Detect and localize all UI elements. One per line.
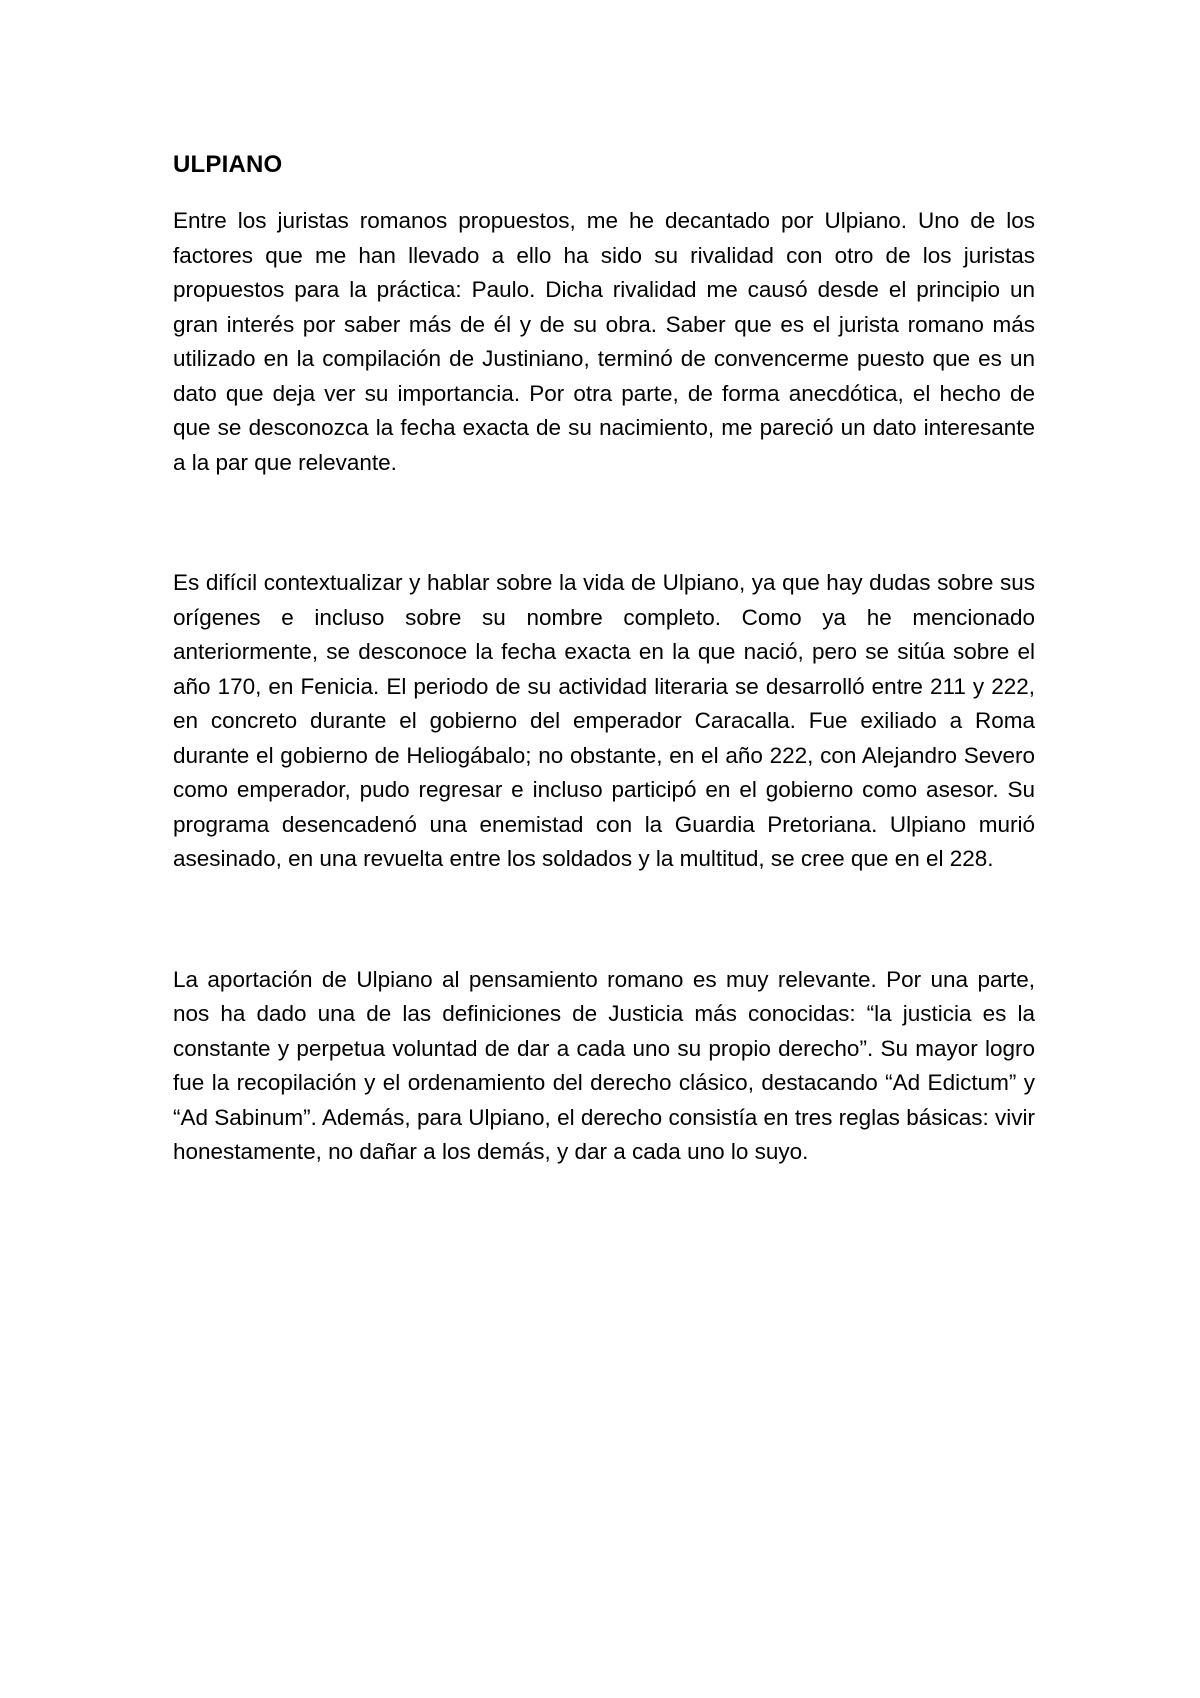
paragraph-3: La aportación de Ulpiano al pensamiento romano es muy relevante. Por una parte, nos ha dado una de las definiciones de Justicia más conocidas: “la justicia es la constante y perpetua voluntad de dar a cada uno su propio derecho”. Su mayor logro fue la recopilación y el ordenamiento del derecho clásico, destacando “Ad Edictum” y “Ad Sabinum”. Además, para Ulpiano, el derecho consistía en tres reglas básicas: vivir honestamente, no dañar a los demás, y dar a cada uno lo suyo.: [173, 966, 1035, 1164]
paragraph-2: Es difícil contextualizar y hablar sobre la vida de Ulpiano, ya que hay dudas sobre sus orígenes e incluso sobre su nombre completo. Como ya he mencionado anteriormente, se desconoce la fecha exacta en la que nació, pero se sitúa sobre el año 170, en Fenicia. El periodo de su actividad literaria se desarrolló entre 211 y 222, en concreto durante el gobierno del emperador Caracalla. Fue exiliado a Roma durante el gobierno de Heliogábalo; no obstante, en el año 222, con Alejandro Severo como emperador, pudo regresar e incluso participó en el gobierno como asesor. Su programa desencadenó una enemistad con la Guardia Pretoriana. Ulpiano murió asesinado, en una revuelta entre los soldados y la multitud, se cree que en el 228.: [173, 570, 1035, 871]
paragraph-1: Entre los juristas romanos propuestos, me he decantado por Ulpiano. Uno de los factores que me han llevado a ello ha sido su rivalidad con otro de los juristas propuestos para la práctica: Paulo. Dicha rivalidad me causó desde el principio un gran interés por saber más de él y de su obra. Saber que es el jurista romano más utilizado en la compilación de Justiniano, terminó de convencerme puesto que es un dato que deja ver su importancia. Por otra parte, de forma anecdótica, el hecho de que se desconozca la fecha exacta de su nacimiento, me pareció un dato interesante a la par que relevante.: [173, 208, 1035, 475]
document-title: ULPIANO: [173, 151, 283, 178]
document-body: [173, 148, 1035, 1170]
